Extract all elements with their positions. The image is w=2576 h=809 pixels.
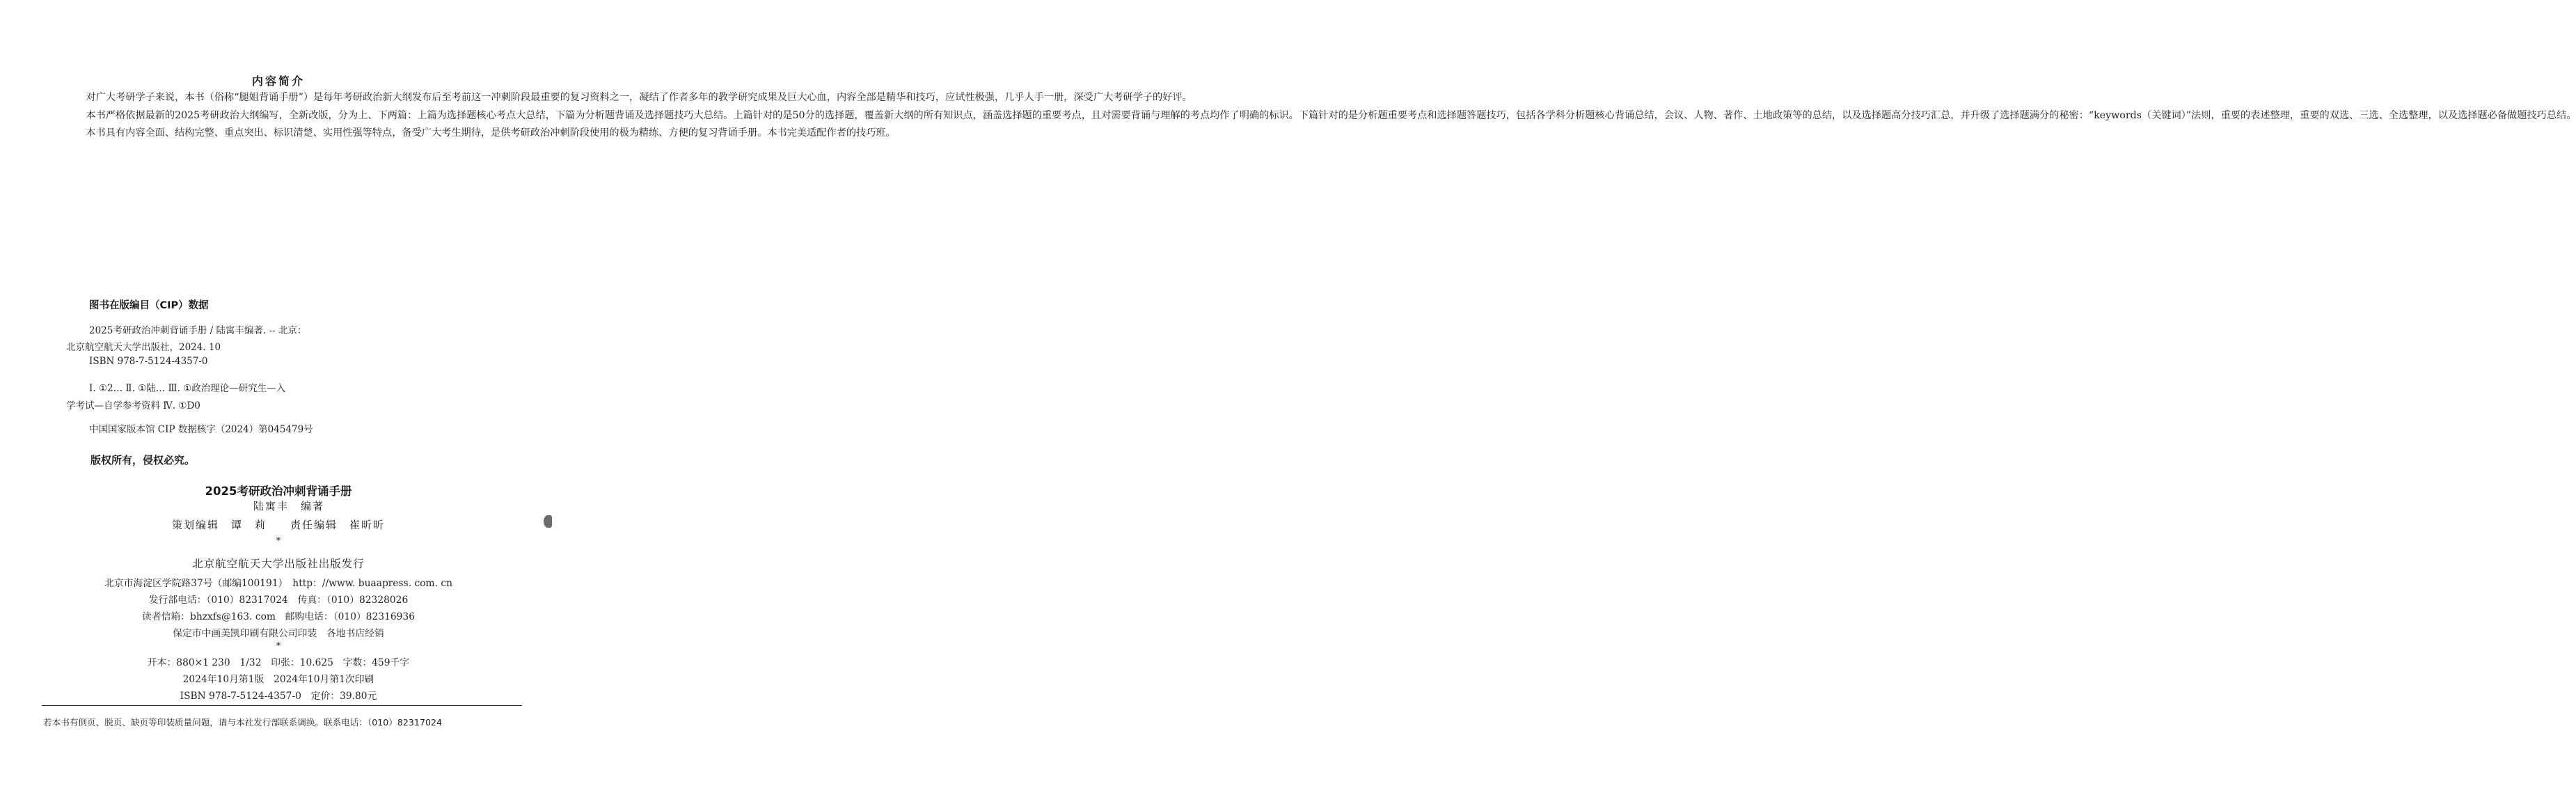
author-line: 陆寓丰 编著 <box>253 500 324 512</box>
phone-line: 发行部电话：（010）82317024 传真：（010）82328026 <box>148 595 409 606</box>
email-line: 读者信箱：bhzxfs@163. com 邮购电话：（010）82316936 <box>142 611 415 622</box>
cip-line: 北京航空航天大学出版社，2024. 10 <box>66 342 221 353</box>
intro-title: 内容简介 <box>251 74 305 88</box>
cip-line: 中国国家版本馆 CIP 数据核字（2024）第045479号 <box>89 424 313 435</box>
rights-notice: 版权所有，侵权必究。 <box>90 454 196 466</box>
editors-line: 策划编辑 谭 莉 责任编辑 崔昕昕 <box>171 519 385 531</box>
intro-body <box>66 89 2576 143</box>
footer-divider <box>42 705 522 706</box>
separator-star: * <box>276 641 281 652</box>
address-line: 北京市海淀区学院路37号（邮编100191） http：//www. buaapress. com. cn <box>104 578 452 589</box>
cip-line: ISBN 978-7-5124-4357-0 <box>89 356 208 367</box>
footer-note: 若本书有倒页、脱页、缺页等印装质量问题，请与本社发行部联系调换。联系电话：（010）82317024 <box>43 717 442 728</box>
cip-line: 学考试—自学参考资料 Ⅳ. ①D0 <box>66 400 200 411</box>
cip-line: Ⅰ. ①2… Ⅱ. ①陆… Ⅲ. ①政治理论—研究生—入 <box>89 383 286 394</box>
separator-star: * <box>276 536 281 547</box>
cip-line: 2025考研政治冲刺背诵手册 / 陆寓丰编著. -- 北京： <box>89 325 307 336</box>
edition-line: 2024年10月第1版 2024年10月第1次印刷 <box>182 674 374 685</box>
page-edge-mark <box>544 515 552 528</box>
intro-paragraph: 本书具有内容全面、结构完整、重点突出、标识清楚、实用性强等特点，备受广大考生期待，是供考研政治冲刺阶段使用的极为精练、方便的复习背诵手册。本书完美适配作者的技巧班。 <box>86 127 896 139</box>
cip-heading: 图书在版编目（CIP）数据 <box>89 300 209 311</box>
specs-line: 开本：880×1 230 1/32 印张：10.625 字数：459千字 <box>147 657 410 668</box>
isbn-price-line: ISBN 978-7-5124-4357-0 定价：39.80元 <box>180 691 377 702</box>
intro-paragraph: 对广大考研学子来说，本书（俗称“腿姐背诵手册”）是每年考研政治新大纲发布后至考前这一冲刺阶段最重要的复习资料之一，凝结了作者多年的教学研究成果及巨大心血，内容全部是精华和技巧，应试性极强，几乎人手一册，深受广大考研学子的好评。 <box>86 92 1192 103</box>
colophon-title: 2025考研政治冲刺背诵手册 <box>205 485 352 498</box>
printer-line: 保定市中画美凯印刷有限公司印装 各地书店经销 <box>173 628 384 639</box>
publisher-line: 北京航空航天大学出版社出版发行 <box>192 558 365 570</box>
intro-paragraph: 本书严格依据最新的2025考研政治大纲编写，全新改版，分为上、下两篇：上篇为选择题核心考点大总结，下篇为分析题背诵及选择题技巧大总结。上篇针对的是50分的选择题，覆盖新大纲的所有知识点，涵盖选择题的重要考点，且对需要背诵与理解的考点均作了明确的标识。下篇针对的是分析题重要考点和选择题答题技巧，包括各学科分析题核心背诵总结，会议、人物、著作、土地政策等的总结，以及选择题高分技巧汇总，并升级了选择题满分的秘密：“keywords（关键词）”法则，重要的表述整理，重要的双选、三选、全选整理，以及选择题必备做题技巧总结。 <box>86 109 2576 121</box>
